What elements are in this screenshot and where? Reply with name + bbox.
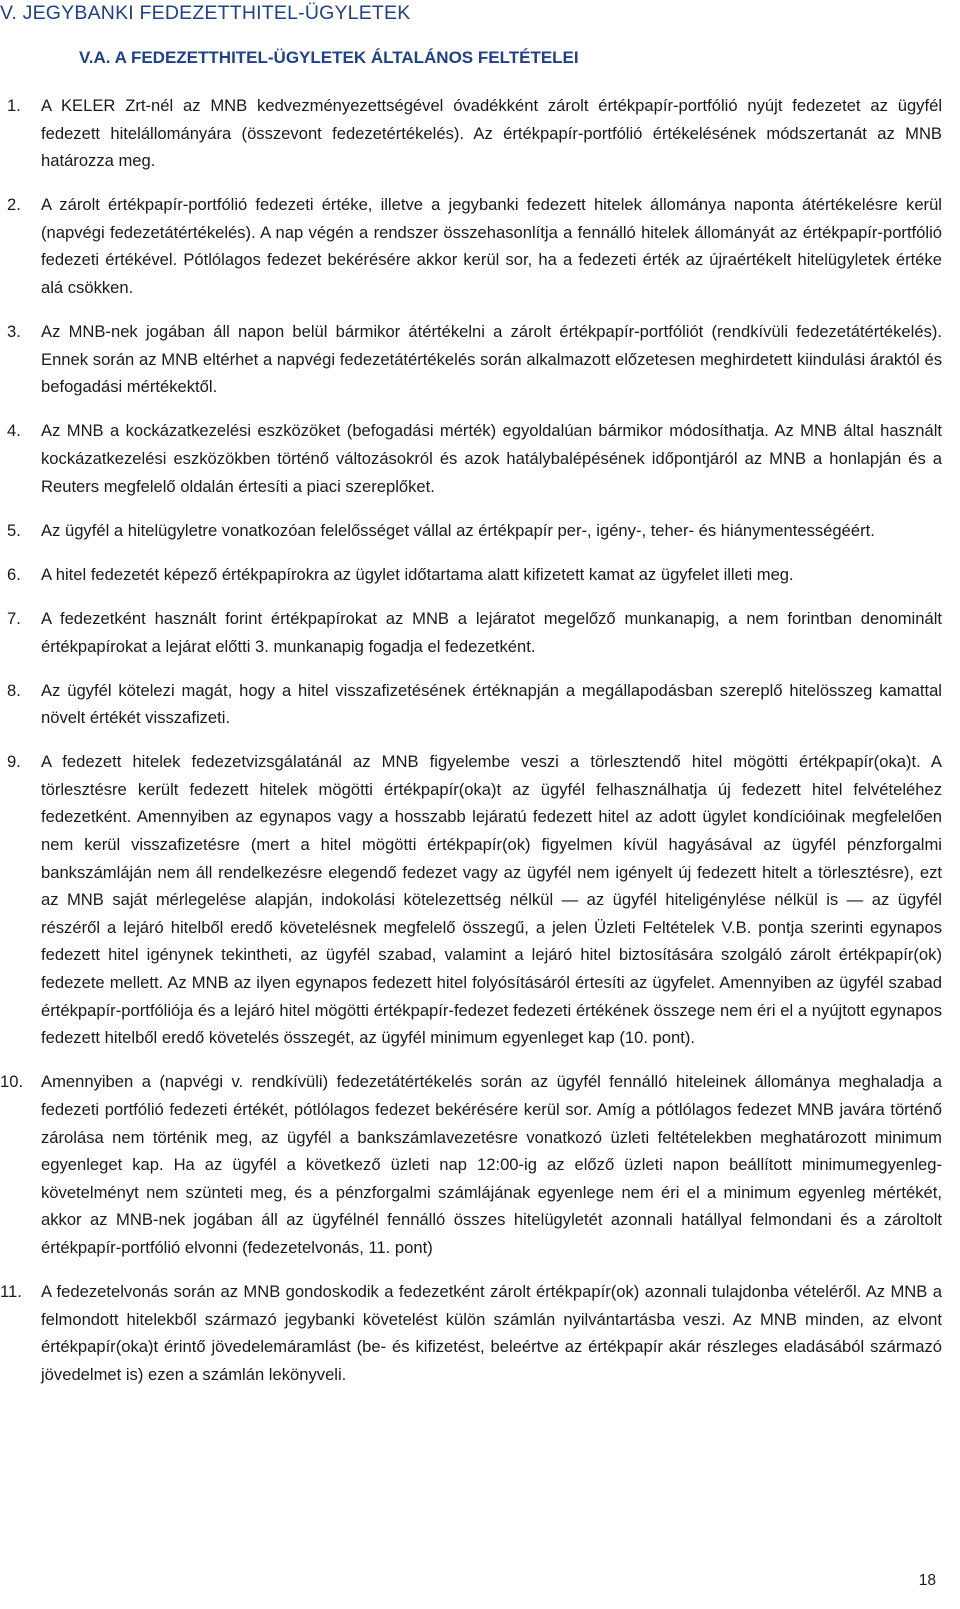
page-number: 18 — [918, 1572, 936, 1589]
chapter-title: V. JEGYBANKI FEDEZETTHITEL-ÜGYLETEK — [0, 2, 411, 24]
list-item-11 — [0, 1278, 942, 1388]
item-number: 6. — [7, 564, 21, 584]
item-text: Az MNB a kockázatkezelési eszközöket (befogadási mérték) egyoldalúan bármikor módosíthatja. Az MNB által használt kockázatkezelési eszközökben történő változásokról és azok hatálybalépésének időpontjáról az MNB a honlapján és a Reuters megfelelő oldalán értesíti a piaci szereplőket. — [41, 421, 942, 496]
item-text: A KELER Zrt-nél az MNB kedvezményezettségével óvadékként zárolt értékpapír-portfólió nyújt fedezetet az ügyfél fedezett hitelállományára (összevont fedezetértékelés). Az értékpapír-portfólió értékelésének módszertanát az MNB határozza meg. — [41, 96, 942, 171]
list-item-2 — [0, 191, 942, 301]
conditions-list — [0, 92, 942, 1405]
list-item-7 — [0, 605, 942, 660]
item-number: 5. — [7, 520, 21, 540]
list-item-9 — [0, 748, 942, 1052]
item-number: 3. — [7, 322, 21, 342]
item-text: A fedezetként használt forint értékpapírokat az MNB a lejáratot megelőző munkanapig, a nem forintban denominált értékpapírokat a lejárat előtti 3. munkanapig fogadja el fedezetként. — [41, 608, 942, 656]
item-number: 9. — [7, 752, 21, 772]
item-text: A zárolt értékpapír-portfólió fedezeti értéke, illetve a jegybanki fedezett hitelek állománya naponta átértékelésre kerül (napvégi fedezetátértékelés). A nap végén a rendszer összehasonlítja a fennálló hitelek állományát az értékpapír-portfólió fedezeti értékével. Pótlólagos fedezet bekérésére akkor kerül sor, ha a fedezeti érték az újraértékelt hitelügyletek értéke alá csökken. — [41, 195, 942, 298]
item-number: 2. — [7, 195, 21, 215]
item-number: 10. — [0, 1072, 24, 1092]
list-item-4 — [0, 417, 942, 500]
list-item-8 — [0, 677, 942, 732]
list-item-3 — [0, 318, 942, 401]
item-number: 7. — [7, 608, 21, 628]
item-text: Amennyiben a (napvégi v. rendkívüli) fedezetátértékelés során az ügyfél fennálló hiteleinek állománya meghaladja a fedezeti portfólió fedezeti értékét, pótlólagos fedezet bekérésére kerül sor. Amíg a pótlólagos fedezet MNB javára történő zárolása nem történik meg, az ügyfél a bankszámlavezetésre vonatkozó üzleti feltételekben meghatározott minimum egyenleget kap. Ha az ügyfél a következő üzleti nap 12:00-ig az előző üzleti napon beállított minimumegyenleg-követelményt nem szünteti meg, és a pénzforgalmi számlájának egyenlege nem éri el a minimum egyenleg mértékét, akkor az MNB-nek jogában áll az ügyfélnél fennálló összes hitelügyletét azonnali hatállyal felmondani és a zároltolt értékpapír-portfólió elvonni (fedezetelvonás, 11. pont) — [41, 1072, 942, 1257]
item-text: Az MNB-nek jogában áll napon belül bármikor átértékelni a zárolt értékpapír-portfóliót (rendkívüli fedezetátértékelés). Ennek során az MNB eltérhet a napvégi fedezetátértékelés során alkalmazott előzetesen meghirdetett kiindulási áraktól és befogadási mértékektől. — [41, 322, 942, 397]
list-item-5 — [0, 517, 942, 545]
list-item-10 — [0, 1068, 942, 1261]
item-number: 8. — [7, 680, 21, 700]
item-text: A fedezetelvonás során az MNB gondoskodik a fedezetként zárolt értékpapír(ok) azonnali tulajdonba vételéről. Az MNB a felmondott hitelekből származó jegybanki követelést külön számlán nyilvántartásba veszi. Az MNB minden, az elvont értékpapír(oka)t érintő jövedelemáramlást (be- és kifizetést, beleértve az értékpapír akár részleges eladásából származó jövedelmet is) ezen a számlán lekönyveli. — [41, 1281, 942, 1384]
list-item-1 — [0, 92, 942, 175]
list-item-6 — [0, 561, 942, 589]
item-number: 1. — [7, 96, 21, 115]
item-number: 11. — [0, 1281, 22, 1301]
item-text: A hitel fedezetét képező értékpapírokra az ügylet időtartama alatt kifizetett kamat az ügyfelet illeti meg. — [41, 564, 794, 584]
item-text: Az ügyfél a hitelügyletre vonatkozóan felelősséget vállal az értékpapír per-, igény-, teher- és hiánymentességéért. — [41, 520, 875, 540]
item-number: 4. — [7, 421, 21, 441]
item-text: A fedezett hitelek fedezetvizsgálatánál az MNB figyelembe veszi a törlesztendő hitel mögötti értékpapír(oka)t. A törlesztésre került fedezett hitelek mögötti értékpapír(oka)t az ügyfél felhasználhatja új fedezett hitel felvételéhez fedezetként. Amennyiben az egynapos vagy a hosszabb lejáratú fedezett hitel az adott ügylet kondícióinak megfelelően nem kerül visszafizetésre (mert a hitel mögötti értékpapír(ok) figyelmen kívül hagyásával az ügyfél pénzforgalmi bankszámláján nem áll rendelkezésre elegendő fedezet vagy az ügyfél nem igényelt új fedezett hitelt a törlesztésre), ezt az MNB saját mérlegelése alapján, indokolási kötelezettség nélkül — az ügyfél hiteligénylése nélkül is — az ügyfél részéről a lejáró hitelből eredő követelésnek megfelelő összegű, a jelen Üzleti Feltételek V.B. pontja szerinti egynapos fedezett hitel igénynek tekintheti, az ügyfél szabad, valamint a lejáró hitel biztosítására szolgáló zárolt értékpapír(ok) fedezete mellett. Az MNB az ilyen egynapos fedezett hitel folyósításáról értesíti az ügyfelet. Amennyiben az ügyfél szabad értékpapír-portfóliója és a lejáró hitel mögötti értékpapír-fedezet fedezeti értékének összege nem éri el a nyújtott egynapos fedezett hitelből eredő követelés összegét, az ügyfél minimum egyenleget kap (10. pont). — [41, 752, 942, 1048]
section-title: V.A. A FEDEZETTHITEL-ÜGYLETEK ÁLTALÁNOS FELTÉTELEI — [79, 48, 579, 67]
item-text: Az ügyfél kötelezi magát, hogy a hitel visszafizetésének értéknapján a megállapodásban szereplő hitelösszeg kamattal növelt értékét visszafizeti. — [41, 680, 942, 728]
